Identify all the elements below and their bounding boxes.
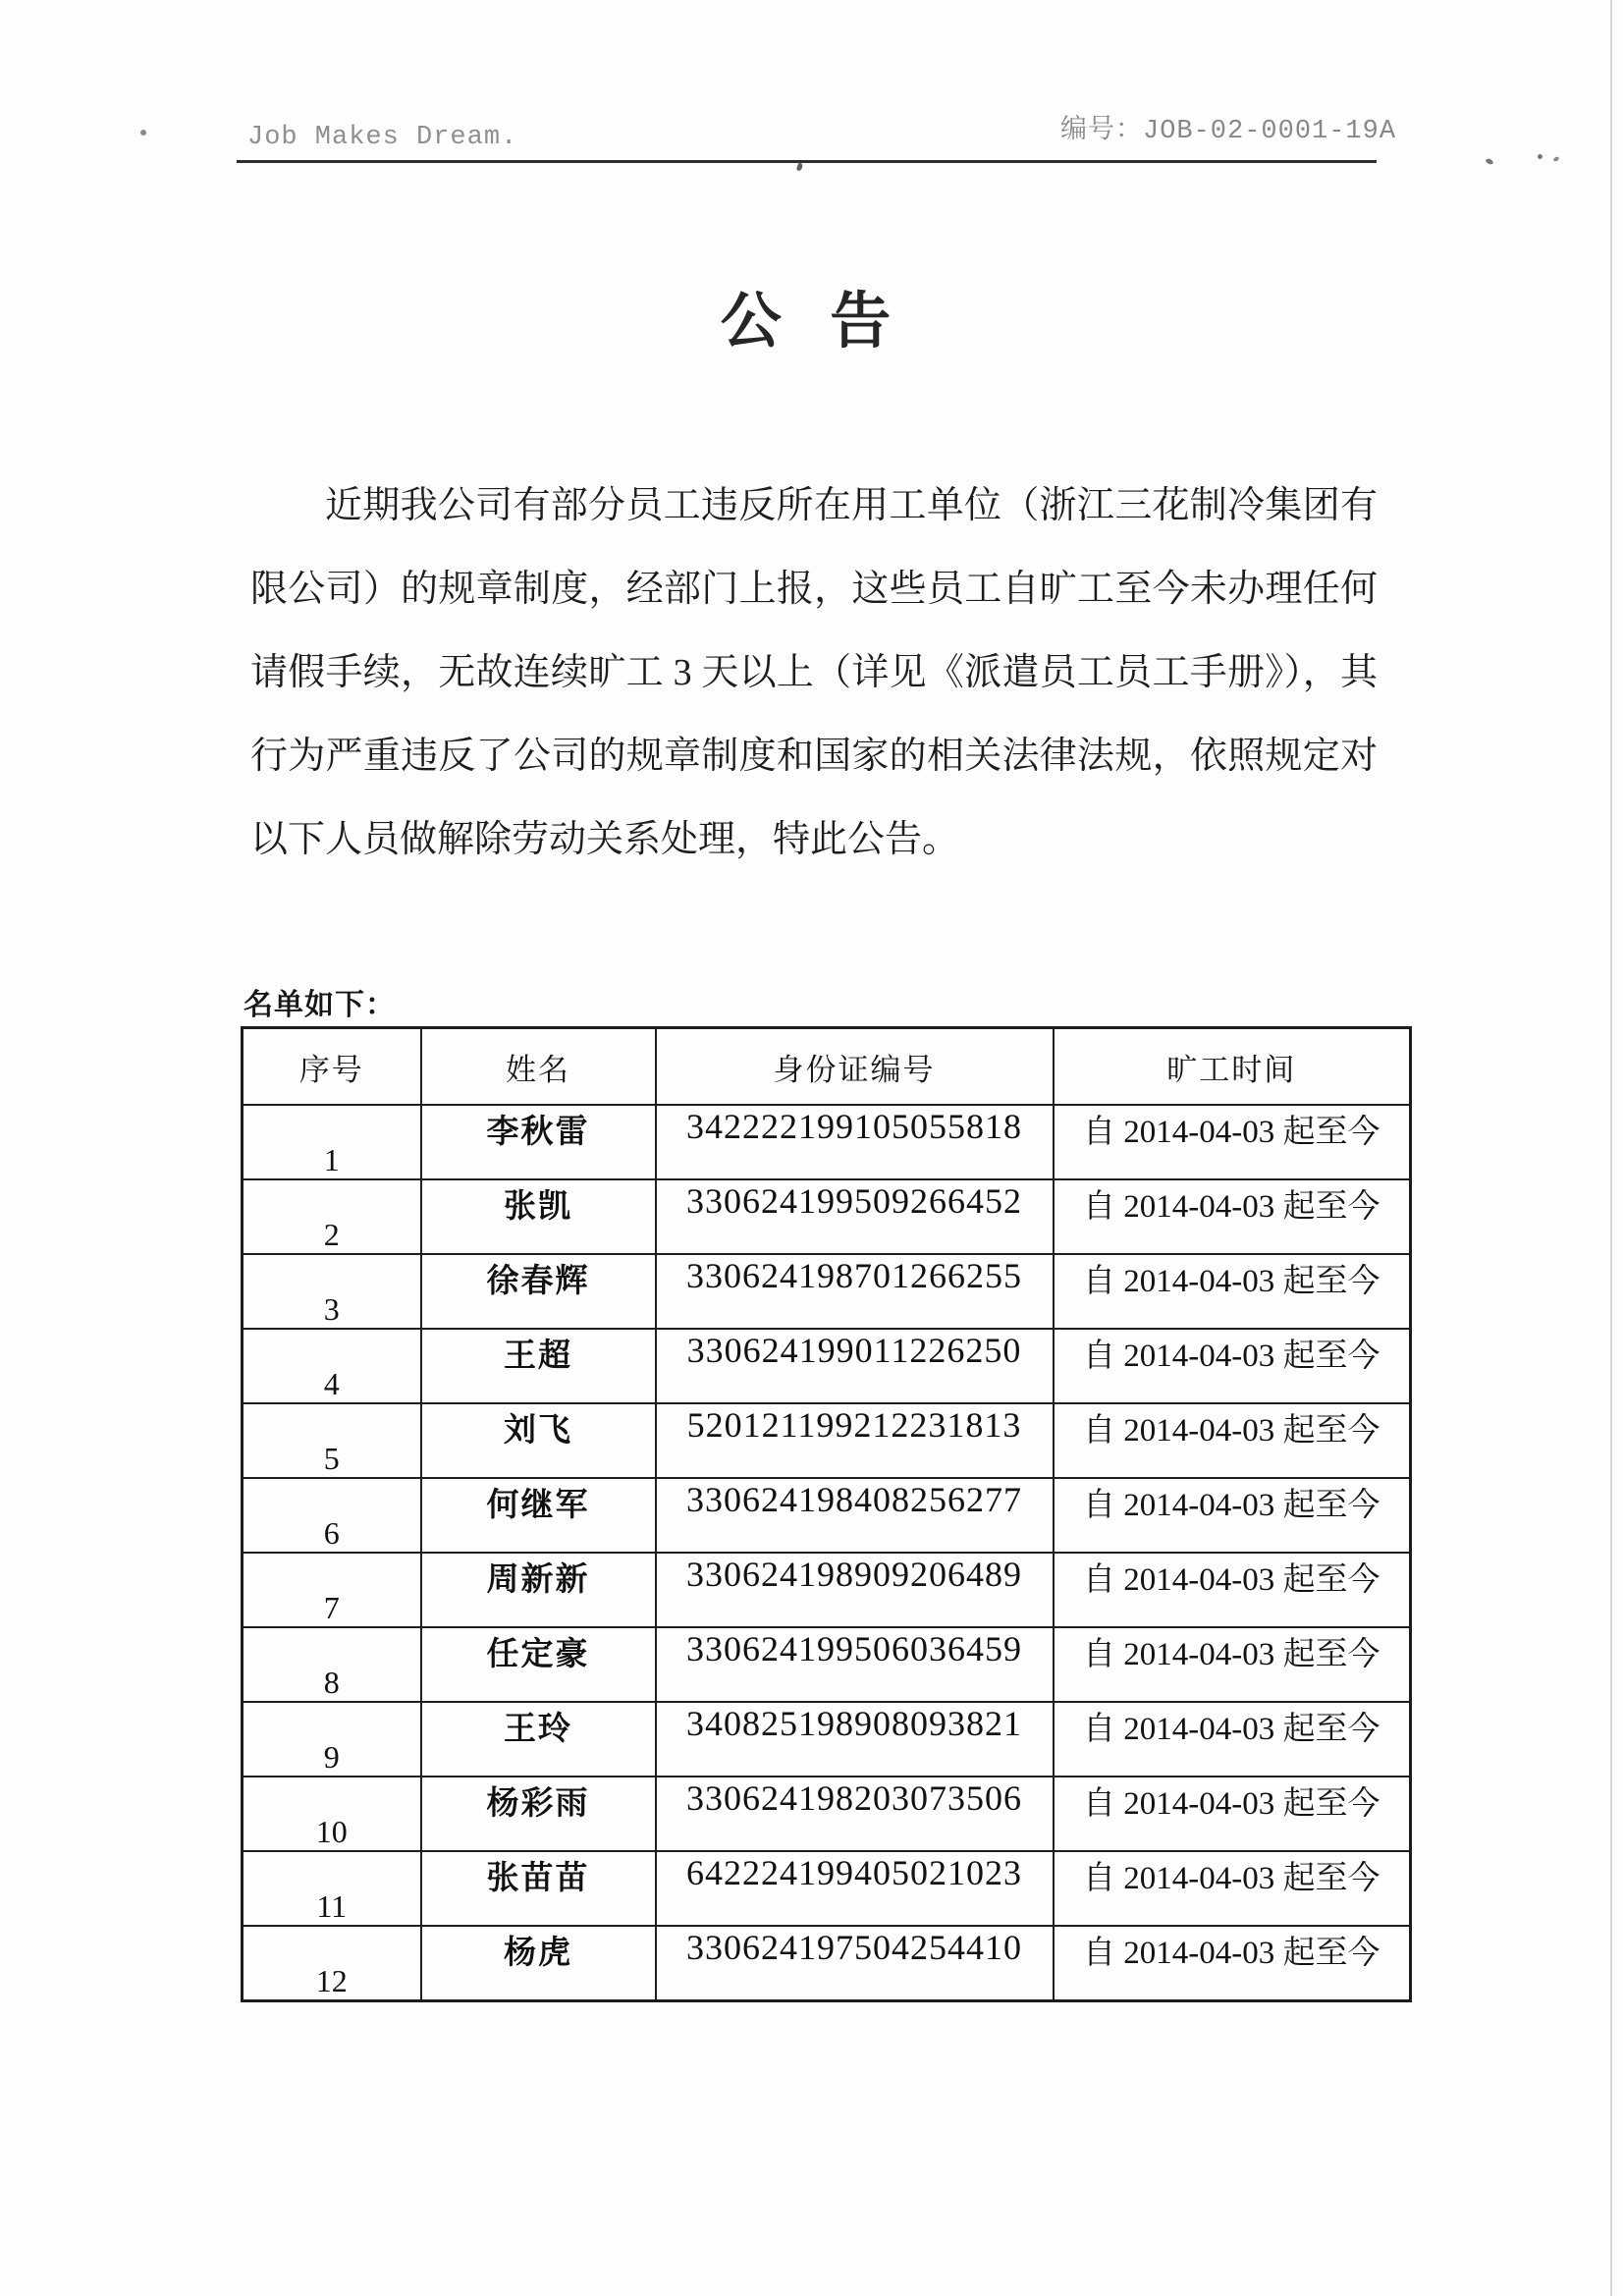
cell-index: 4 [243,1329,421,1403]
cell-index: 8 [243,1627,421,1702]
page-title: 公 告 [720,289,893,355]
cell-index: 3 [243,1254,421,1329]
table-row [243,1478,1411,1553]
cell-index: 7 [243,1553,421,1627]
body-line: 行为严重违反了公司的规章制度和国家的相关法律法规，依照规定对 [250,736,1378,777]
body-line: 请假手续，无故连续旷工 3 天以上（详见《派遣员工员工手册》），其 [250,652,1378,693]
table-row [243,1627,1411,1702]
cell-id-number: 330624199509266452 [656,1179,1054,1254]
document-number: 编号：JOB-02-0001-19A [1060,117,1397,146]
cell-id-number: 330624198701266255 [656,1254,1054,1329]
table-row [243,1702,1411,1777]
col-header-id-number: 身份证编号 [656,1028,1054,1106]
cell-absence-time: 自 2014-04-03 起至今 [1054,1403,1411,1478]
cell-name: 周新新 [421,1553,656,1627]
cell-absence-time: 自 2014-04-03 起至今 [1054,1926,1411,2001]
body-line: 近期我公司有部分员工违反所在用工单位（浙江三花制冷集团有 [325,485,1378,526]
cell-index: 9 [243,1702,421,1777]
dismissed-employees-table [241,1026,1412,2002]
body-line: 以下人员做解除劳动关系处理，特此公告。 [250,819,960,860]
company-slogan: Job Makes Dream. [247,123,518,152]
cell-name: 张苗苗 [421,1851,656,1926]
col-header-name: 姓名 [421,1028,656,1106]
table-row [243,1926,1411,2001]
cell-name: 刘飞 [421,1403,656,1478]
cell-index: 10 [243,1777,421,1851]
cell-absence-time: 自 2014-04-03 起至今 [1054,1627,1411,1702]
cell-id-number: 330624197504254410 [656,1926,1054,2001]
cell-index: 6 [243,1478,421,1553]
cell-index: 5 [243,1403,421,1478]
cell-id-number: 330624198408256277 [656,1478,1054,1553]
cell-absence-time: 自 2014-04-03 起至今 [1054,1478,1411,1553]
cell-id-number: 642224199405021023 [656,1851,1054,1926]
cell-id-number: 330624199011226250 [656,1329,1054,1403]
cell-id-number: 330624199506036459 [656,1627,1054,1702]
cell-absence-time: 自 2014-04-03 起至今 [1054,1553,1411,1627]
cell-absence-time: 自 2014-04-03 起至今 [1054,1254,1411,1329]
cell-name: 任定豪 [421,1627,656,1702]
col-header-index: 序号 [243,1028,421,1106]
cell-absence-time: 自 2014-04-03 起至今 [1054,1777,1411,1851]
cell-id-number: 330624198909206489 [656,1553,1054,1627]
table-header-row [243,1028,1411,1106]
table-row [243,1403,1411,1478]
ink-speck [1552,156,1559,162]
cell-id-number: 330624198203073506 [656,1777,1054,1851]
header-divider [237,160,1377,163]
cell-name: 张凯 [421,1179,656,1254]
cell-index: 1 [243,1105,421,1179]
cell-name: 杨彩雨 [421,1777,656,1851]
scan-edge-artifact [1610,0,1612,2296]
cell-index: 2 [243,1179,421,1254]
table-row [243,1553,1411,1627]
cell-absence-time: 自 2014-04-03 起至今 [1054,1329,1411,1403]
cell-name: 杨虎 [421,1926,656,2001]
body-line: 限公司）的规章制度，经部门上报，这些员工自旷工至今未办理任何 [250,569,1378,610]
cell-name: 李秋雷 [421,1105,656,1179]
cell-name: 王超 [421,1329,656,1403]
cell-absence-time: 自 2014-04-03 起至今 [1054,1702,1411,1777]
cell-name: 徐春辉 [421,1254,656,1329]
ink-speck [1538,154,1542,159]
col-header-absence-time: 旷工时间 [1054,1028,1411,1106]
table-row [243,1179,1411,1254]
cell-absence-time: 自 2014-04-03 起至今 [1054,1851,1411,1926]
table-row [243,1329,1411,1403]
cell-id-number: 520121199212231813 [656,1403,1054,1478]
cell-name: 王玲 [421,1702,656,1777]
table-row [243,1254,1411,1329]
cell-index: 11 [243,1851,421,1926]
ink-speck [796,162,803,171]
cell-id-number: 342222199105055818 [656,1105,1054,1179]
cell-absence-time: 自 2014-04-03 起至今 [1054,1179,1411,1254]
table-row [243,1105,1411,1179]
list-label: 名单如下： [243,988,396,1022]
ink-speck [1485,158,1493,166]
table-row [243,1777,1411,1851]
cell-name: 何继军 [421,1478,656,1553]
table-row [243,1851,1411,1926]
cell-index: 12 [243,1926,421,2001]
cell-absence-time: 自 2014-04-03 起至今 [1054,1105,1411,1179]
cell-id-number: 340825198908093821 [656,1702,1054,1777]
ink-speck [140,130,146,136]
announcement-body [250,465,1378,882]
